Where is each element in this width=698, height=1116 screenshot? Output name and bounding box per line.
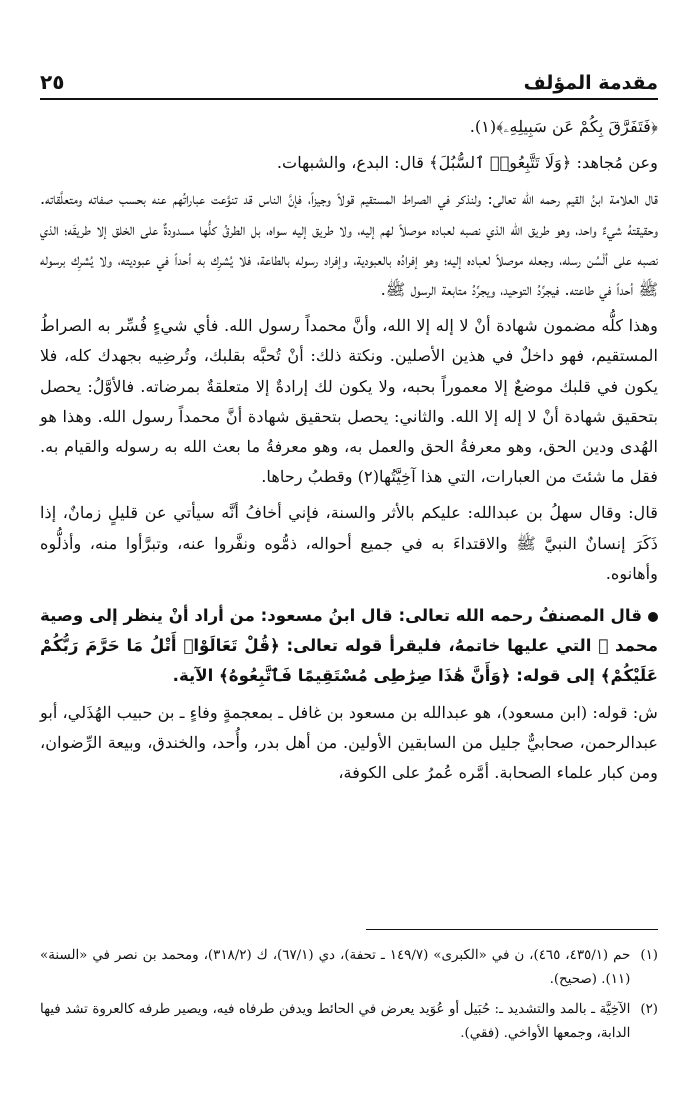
footnote-number: (١) [640,948,658,963]
bullet-icon [648,612,658,622]
page-header [40,60,658,94]
footnote-divider [366,929,658,930]
footnotes [40,944,658,1052]
commentary-paragraph: ش: قوله: (ابن مسعود)، هو عبدالله بن مسعود بن غافل ـ بمعجمةٍ وفاءٍ ـ بن حبيب الهُذَلي، أبو عبدالرحمن، صحابيٌّ جليل من السابقين الأولين. من أهل بدر، وأُحد، والخندق، وبيعة الرِّضوان، ومن كبار علماء الصحابة. أمَّره عُمرُ على الكوفة، [40,702,658,783]
paragraph-ibn-qayyim: قال العلامة ابنُ القيم رحمه الله تعالى: ولنذكر في الصراط المستقيم قولاً وجيزاً، فإنَّ الناس قد تنوَّعت عباراتُهم عنه بحسب صفاته ومتعلَّقاته. وحقيقتهُ شيءٌ واحد، وهو طريق الله الذي نصبه لعباده موصلاً لهم إليه، ولا طريق إليه سواه، بل الطرقُ كلُّها مسدودةٌ على الخلق إلا طريقَه؛ الذي نصبه على ألْسُن رسله، وجعله موصلاً لعباده إليه؛ وهو إفرادُه بالعبودية، وإفراد رسوله بالطاعة، فلا يُشرِك به أحداً في عبوديته، ولا يُشرِك برسوله ﷺ أحداً في طاعته. فيجرِّدُ التوحيد، ويجرِّدُ متابعة الرسول ﷺ. [40,189,658,300]
footnote-1 [40,944,658,992]
main-text [40,112,658,788]
running-title: مقدمة المؤلف [523,72,658,94]
page-number: ٢٥ [40,70,65,94]
footnote-text: حم (٤٣٥/١، ٤٦٥)، ن في «الكبرى» (١٤٩/٧ ـ تحفة)، دي (٦٧/١)، ك (٣١٨/٢)، ومحمد بن نصر في «السنة» (١١). (صحيح). [40,948,631,987]
footnote-2 [40,998,658,1046]
author-text: قال المصنفُ رحمه الله تعالى: قال ابنُ مسعود: من أراد أنْ ينظر إلى وصية محمد ﷺ التي عليها خاتمهُ، فليقرأ قوله تعالى: ﴿قُلْ تَعَالَوْا۟ أَتْلُ مَا حَرَّمَ رَبُّكُمْ عَلَيْكُمْ﴾ إلى قوله: ﴿وَأَنَّ هَٰذَا صِرَٰطِى مُسْتَقِيمًا فَٱتَّبِعُوهُ﴾ الآية. [40,606,658,686]
footnote-text: الآخِيَّة ـ بالمد والتشديد ـ: حُبَيل أو عُوَيد يعرض في الحائط ويدفن طرفاه فيه، ويصير طرفه كالعروة تشد فيها الدابة، وجمعها الأواخي. (فقي). [40,1002,631,1041]
paragraph-sahl: قال: وقال سهلُ بن عبدالله: عليكم بالأثر والسنة، فإني أخافُ أنَّه سيأتي عن قليلٍ زمانٌ، إذا ذَكَرَ إنسانٌ النبيَّ ﷺ والاقتداءَ به في جميع أحواله، ذمُّوه ونفَّروا عنه، وتبرَّأوا منه، وأذلُّوه وأهانوه. [40,503,658,583]
footnote-number: (٢) [640,1002,658,1017]
header-divider [40,98,658,100]
paragraph-mujahid: وعن مُجاهد: ﴿وَلَا تَتَّبِعُوا۟ ٱلسُّبُلَ﴾ قال: البدع، والشبهات. [276,153,658,173]
paragraph-shahada: وهذا كلُّه مضمون شهادة أنْ لا إله إلا الله، وأنَّ محمداً رسول الله. فأي شيءٍ فُسِّر به الصراطُ المستقيم، فهو داخلٌ في هذين الأصلين. ونكتة ذلك: أنْ تُحبَّه بقلبك، وتُرضِيه بجهدك كله، فلا يكون في قلبك موضعٌ إلا معموراً بحبه، ولا يكون لك إرادةٌ إلا متعلقةٌ بمرضاته. فالأوَّلُ: يحصل بتحقيق شهادة أنْ لا إله إلا الله. والثاني: يحصل بتحقيق شهادة أنَّ محمداً رسول الله. وهذا هو الهُدى ودين الحق، وهو معرفةُ الحق والعمل به، وهو معرفةُ ما بعث الله به رسوله والقيام به. فقل ما شئتَ من العبارات، التي هذا آخِيَّتُها(٢) وقطبُ رحاها. [40,316,658,487]
quran-verse-continuation: ﴿فَتَفَرَّقَ بِكُمْ عَن سَبِيلِهِۦ﴾(١). [469,117,658,136]
author-text-block [40,601,658,692]
